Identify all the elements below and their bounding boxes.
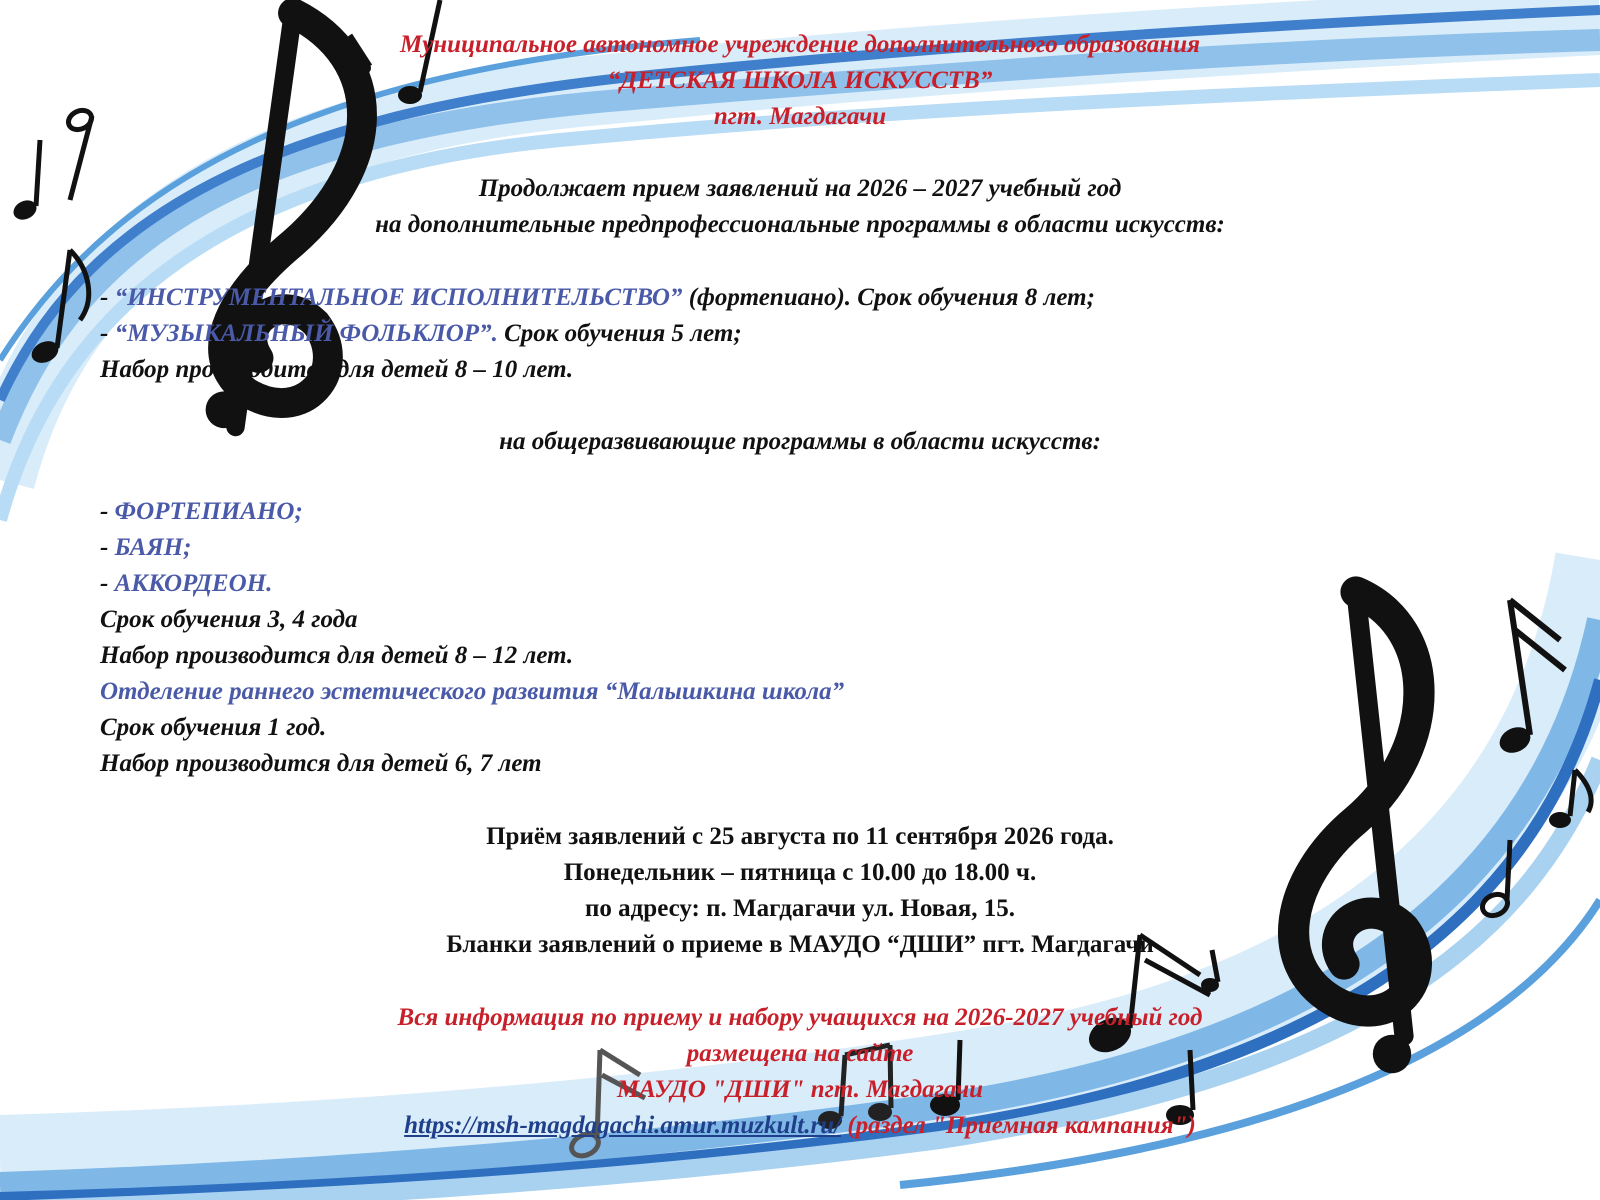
program-name: БАЯН; xyxy=(114,534,192,561)
info-line-2: размещена на сайте xyxy=(686,1040,914,1067)
info-line-3: МАУДО "ДШИ" пгт. Магдагачи xyxy=(616,1076,984,1103)
preprof-age: Набор производится для детей 8 – 10 лет. xyxy=(100,356,574,383)
program-name: ФОРТЕПИАНО; xyxy=(114,498,303,525)
list-dash: - xyxy=(100,534,115,561)
general-duration: Срок обучения 3, 4 года xyxy=(100,606,358,633)
admission-address: по адресу: п. Магдагачи ул. Новая, 15. xyxy=(585,895,1015,922)
early-age: Набор производится для детей 6, 7 лет xyxy=(100,750,542,777)
website-link[interactable]: https://msh-magdagachi.amur.muzkult.ru/ xyxy=(404,1112,842,1139)
admission-hours: Понедельник – пятница с 10.00 до 18.00 ч. xyxy=(563,859,1037,886)
admission-forms: Бланки заявлений о приеме в МАУДО “ДШИ” пгт. Магдагачи xyxy=(446,931,1154,958)
early-dept-title: Отделение раннего эстетического развития “Малышкина школа” xyxy=(100,678,845,705)
info-line-1: Вся информация по приему и набору учащихся на 2026-2027 учебный год xyxy=(397,1004,1203,1031)
general-age: Набор производится для детей 8 – 12 лет. xyxy=(100,642,574,669)
list-dash: - xyxy=(100,284,115,311)
list-dash: - xyxy=(100,498,115,525)
admission-dates: Приём заявлений с 25 августа по 11 сентября 2026 года. xyxy=(486,823,1114,850)
program-name: “МУЗЫКАЛЬНЫЙ ФОЛЬКЛОР”. xyxy=(114,320,498,347)
general-item xyxy=(100,569,272,599)
section-note: (раздел "Приемная кампания") xyxy=(841,1112,1196,1139)
school-name: “ДЕТСКАЯ ШКОЛА ИСКУССТВ” xyxy=(607,67,993,94)
preprof-item-1 xyxy=(100,283,1095,313)
general-heading: на общеразвивающие программы в области искусств: xyxy=(499,428,1101,455)
general-item xyxy=(100,533,191,563)
intro-line-2: на дополнительные предпрофессиональные программы в области искусств: xyxy=(375,211,1225,238)
preprof-item-2 xyxy=(100,319,742,349)
institution-line: Муниципальное автономное учреждение дополнительного образования xyxy=(399,31,1201,58)
locality: пгт. Магдагачи xyxy=(713,103,887,130)
list-dash: - xyxy=(100,570,115,597)
early-duration: Срок обучения 1 год. xyxy=(100,714,327,741)
program-name: АККОРДЕОН. xyxy=(114,570,273,597)
general-item xyxy=(100,497,303,527)
info-link-line xyxy=(0,1111,1600,1141)
program-details: Срок обучения 5 лет; xyxy=(497,320,742,347)
program-details: (фортепиано). Срок обучения 8 лет; xyxy=(682,284,1095,311)
intro-line-1: Продолжает прием заявлений на 2026 – 2027 учебный год xyxy=(478,175,1122,202)
program-name: “ИНСТРУМЕНТАЛЬНОЕ ИСПОЛНИТЕЛЬСТВО” xyxy=(114,284,683,311)
list-dash: - xyxy=(100,320,115,347)
